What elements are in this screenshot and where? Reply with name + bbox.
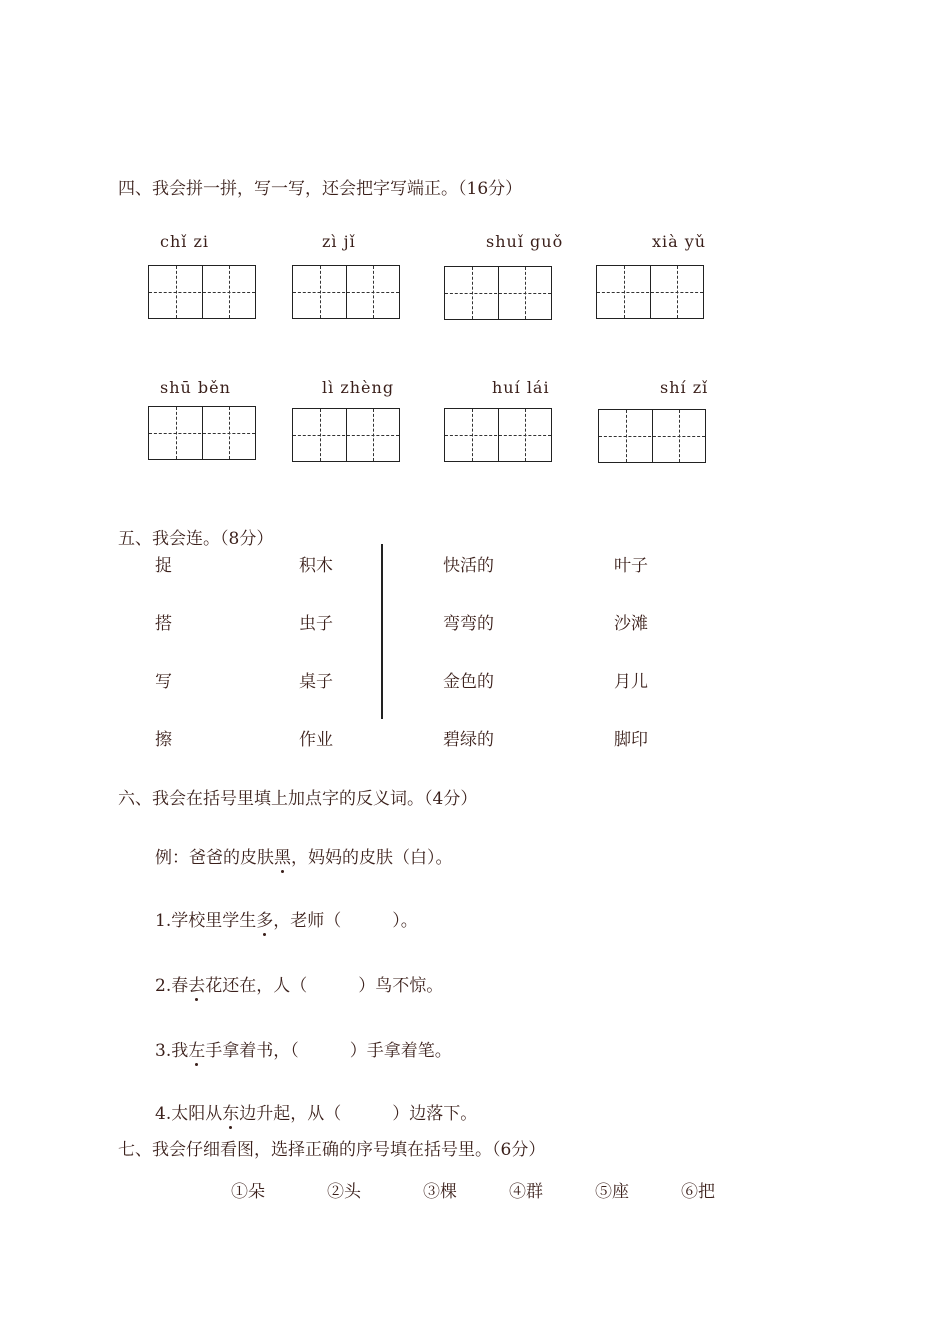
object-item[interactable]: 脚印	[614, 730, 648, 750]
pinyin-chizi: chǐ zi	[160, 232, 210, 251]
dotted-char: 去	[188, 976, 206, 996]
dotted-char: 多	[256, 911, 274, 931]
writing-box[interactable]	[148, 265, 256, 319]
writing-box[interactable]	[444, 408, 552, 462]
writing-box[interactable]	[292, 408, 400, 462]
verb-item[interactable]: 搭	[155, 614, 172, 634]
option-1: ①朵	[231, 1182, 265, 1202]
pinyin-shizi: shí zǐ	[660, 378, 709, 397]
dotted-char: 左	[188, 1041, 206, 1061]
object-item[interactable]: 叶子	[614, 556, 648, 576]
option-2: ②头	[327, 1182, 361, 1202]
noun-item[interactable]: 桌子	[299, 672, 333, 692]
option-3: ③棵	[423, 1182, 457, 1202]
question-4[interactable]: 4.太阳从东边升起，从（ ）边落下。	[155, 1104, 478, 1124]
writing-box[interactable]	[596, 265, 704, 319]
question-1[interactable]: 1.学校里学生多，老师（ ）。	[155, 911, 418, 931]
pinyin-shuben: shū běn	[160, 378, 231, 397]
verb-item[interactable]: 写	[155, 672, 172, 692]
object-item[interactable]: 沙滩	[614, 614, 648, 634]
object-item[interactable]: 月儿	[614, 672, 648, 692]
section7-title: 七、我会仔细看图，选择正确的序号填在括号里。（6分）	[118, 1140, 546, 1160]
writing-box[interactable]	[292, 265, 400, 319]
noun-item[interactable]: 积木	[299, 556, 333, 576]
noun-item[interactable]: 作业	[299, 730, 333, 750]
question-3[interactable]: 3.我左手拿着书，（ ）手拿着笔。	[155, 1041, 452, 1061]
dotted-char: 东	[222, 1104, 240, 1124]
option-5: ⑤座	[595, 1182, 629, 1202]
adjective-item[interactable]: 碧绿的	[443, 730, 494, 750]
adjective-item[interactable]: 金色的	[443, 672, 494, 692]
section5-title: 五、我会连。（8分）	[118, 529, 274, 549]
pinyin-xiayu: xià yǔ	[652, 232, 707, 251]
writing-box[interactable]	[444, 266, 552, 320]
dotted-char: 黑	[274, 848, 291, 868]
pinyin-ziji: zì jǐ	[322, 232, 356, 251]
option-6: ⑥把	[681, 1182, 715, 1202]
question-2[interactable]: 2.春去花还在，人（ ）鸟不惊。	[155, 976, 444, 996]
verb-item[interactable]: 捉	[155, 556, 172, 576]
pinyin-huilai: huí lái	[492, 378, 550, 397]
pinyin-shuiguo: shuǐ guǒ	[486, 232, 564, 251]
noun-item[interactable]: 虫子	[299, 614, 333, 634]
example-sentence: 例：爸爸的皮肤黑，妈妈的皮肤（白）。	[155, 848, 453, 868]
adjective-item[interactable]: 快活的	[443, 556, 494, 576]
writing-box[interactable]	[598, 409, 706, 463]
pinyin-lizheng: lì zhèng	[322, 378, 395, 397]
option-4: ④群	[509, 1182, 543, 1202]
section4-title: 四、我会拼一拼，写一写，还会把字写端正。（16分）	[118, 179, 523, 199]
verb-item[interactable]: 擦	[155, 730, 172, 750]
writing-box[interactable]	[148, 406, 256, 460]
section6-title: 六、我会在括号里填上加点字的反义词。（4分）	[118, 789, 478, 809]
adjective-item[interactable]: 弯弯的	[443, 614, 494, 634]
divider-line	[381, 544, 383, 719]
